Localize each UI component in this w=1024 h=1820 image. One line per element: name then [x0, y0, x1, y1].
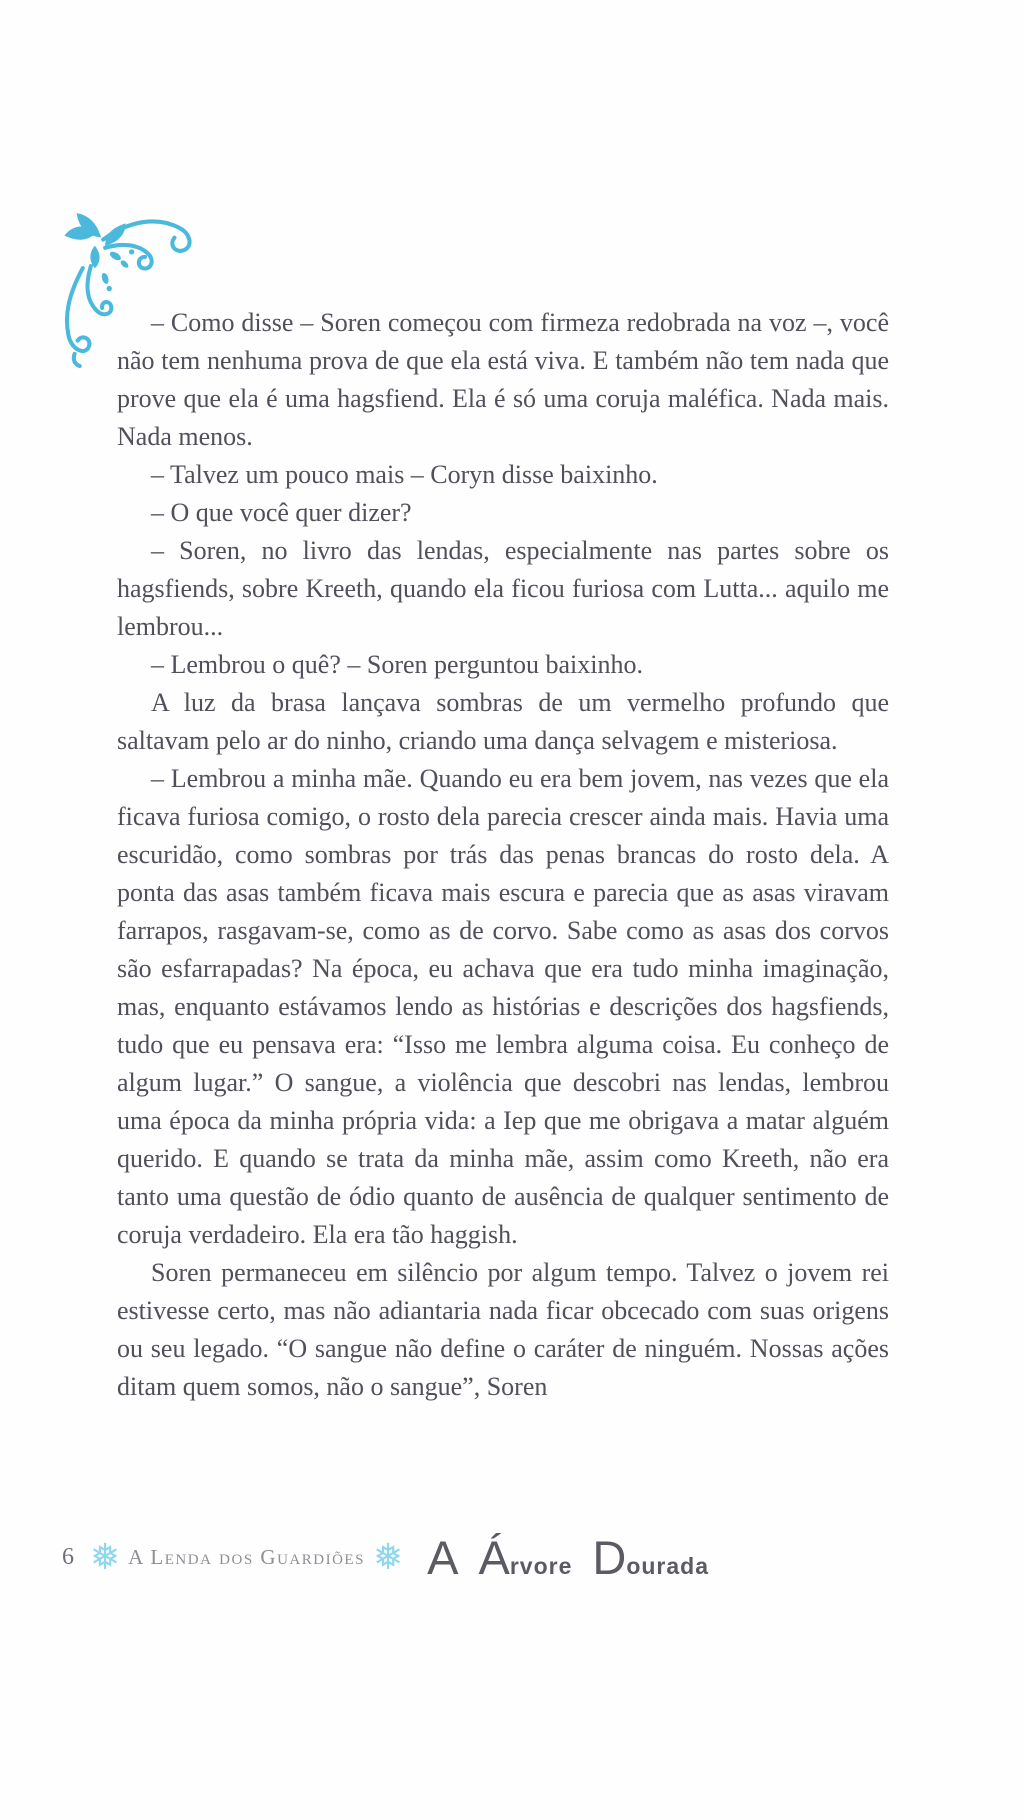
page-footer: [62, 1531, 962, 1584]
paragraph: – Como disse – Soren começou com firmeza redobrada na voz –, você não tem nenhuma prova de que ela está viva. E também não tem nada que prove que ela é uma hagsfiend. Ela é só uma coruja maléfica. Nada mais. Nada menos.: [117, 308, 889, 451]
paragraph: – Lembrou a minha mãe. Quando eu era bem jovem, nas vezes que ela ficava furiosa comigo, o rosto dela parecia crescer ainda mais. Havia uma escuridão, como sombras por trás das penas brancas do rosto dela. A ponta das asas também ficava mais escura e parecia que as asas viravam farrapos, rasgavam-se, como as de corvo. Sabe como as asas dos corvos são esfarrapadas? Na época, eu achava que era tudo minha imaginação, mas, enquanto estávamos lendo as histórias e descrições dos hagsfiends, tudo que eu pensava era: “Isso me lembra alguma coisa. Eu conheço de algum lugar.” O sangue, a violência que descobri nas lendas, lembrou uma época da minha própria vida: a Iep que me obrigava a matar alguém querido. E quando se trata da minha mãe, assim como Kreeth, não era tanto uma questão de ódio quanto de ausência de qualquer sentimento de coruja verdadeiro. Ela era tão haggish.: [117, 764, 889, 1249]
book-title-word: [478, 1531, 573, 1584]
page-number: 6: [62, 1544, 74, 1570]
paragraph: – O que você quer dizer?: [151, 498, 412, 527]
book-title-rest: rvore: [509, 1553, 573, 1579]
page-body-text: [117, 304, 889, 1406]
series-title: A Lenda dos Guardiões: [128, 1545, 365, 1569]
paragraph: A luz da brasa lançava sombras de um vermelho profundo que saltavam pelo ar do ninho, criando uma dança selvagem e misteriosa.: [117, 688, 889, 755]
book-title-initial: A: [427, 1531, 459, 1584]
book-title-initial: Á: [478, 1531, 510, 1584]
paragraph: – Soren, no livro das lendas, especialmente nas partes sobre os hagsfiends, sobre Kreeth, quando ela ficou furiosa com Lutta... aquilo me lembrou...: [117, 536, 889, 641]
paragraph: Soren permaneceu em silêncio por algum tempo. Talvez o jovem rei estivesse certo, mas não adiantaria nada ficar obcecado com suas origens ou seu legado. “O sangue não define o caráter de ninguém. Nossas ações ditam quem somos, não o sangue”, Soren: [117, 1258, 889, 1401]
book-title-rest: ourada: [626, 1553, 710, 1579]
snowflake-ornament-icon: ❅: [372, 1536, 404, 1578]
book-title-word: [592, 1531, 710, 1584]
book-title-initial: D: [592, 1531, 627, 1584]
snowflake-ornament-icon: ❅: [90, 1536, 121, 1578]
paragraph: – Talvez um pouco mais – Coryn disse baixinho.: [151, 460, 658, 489]
book-title: [427, 1531, 710, 1584]
paragraph: – Lembrou o quê? – Soren perguntou baixinho.: [151, 650, 643, 679]
book-title-word: [427, 1531, 459, 1584]
